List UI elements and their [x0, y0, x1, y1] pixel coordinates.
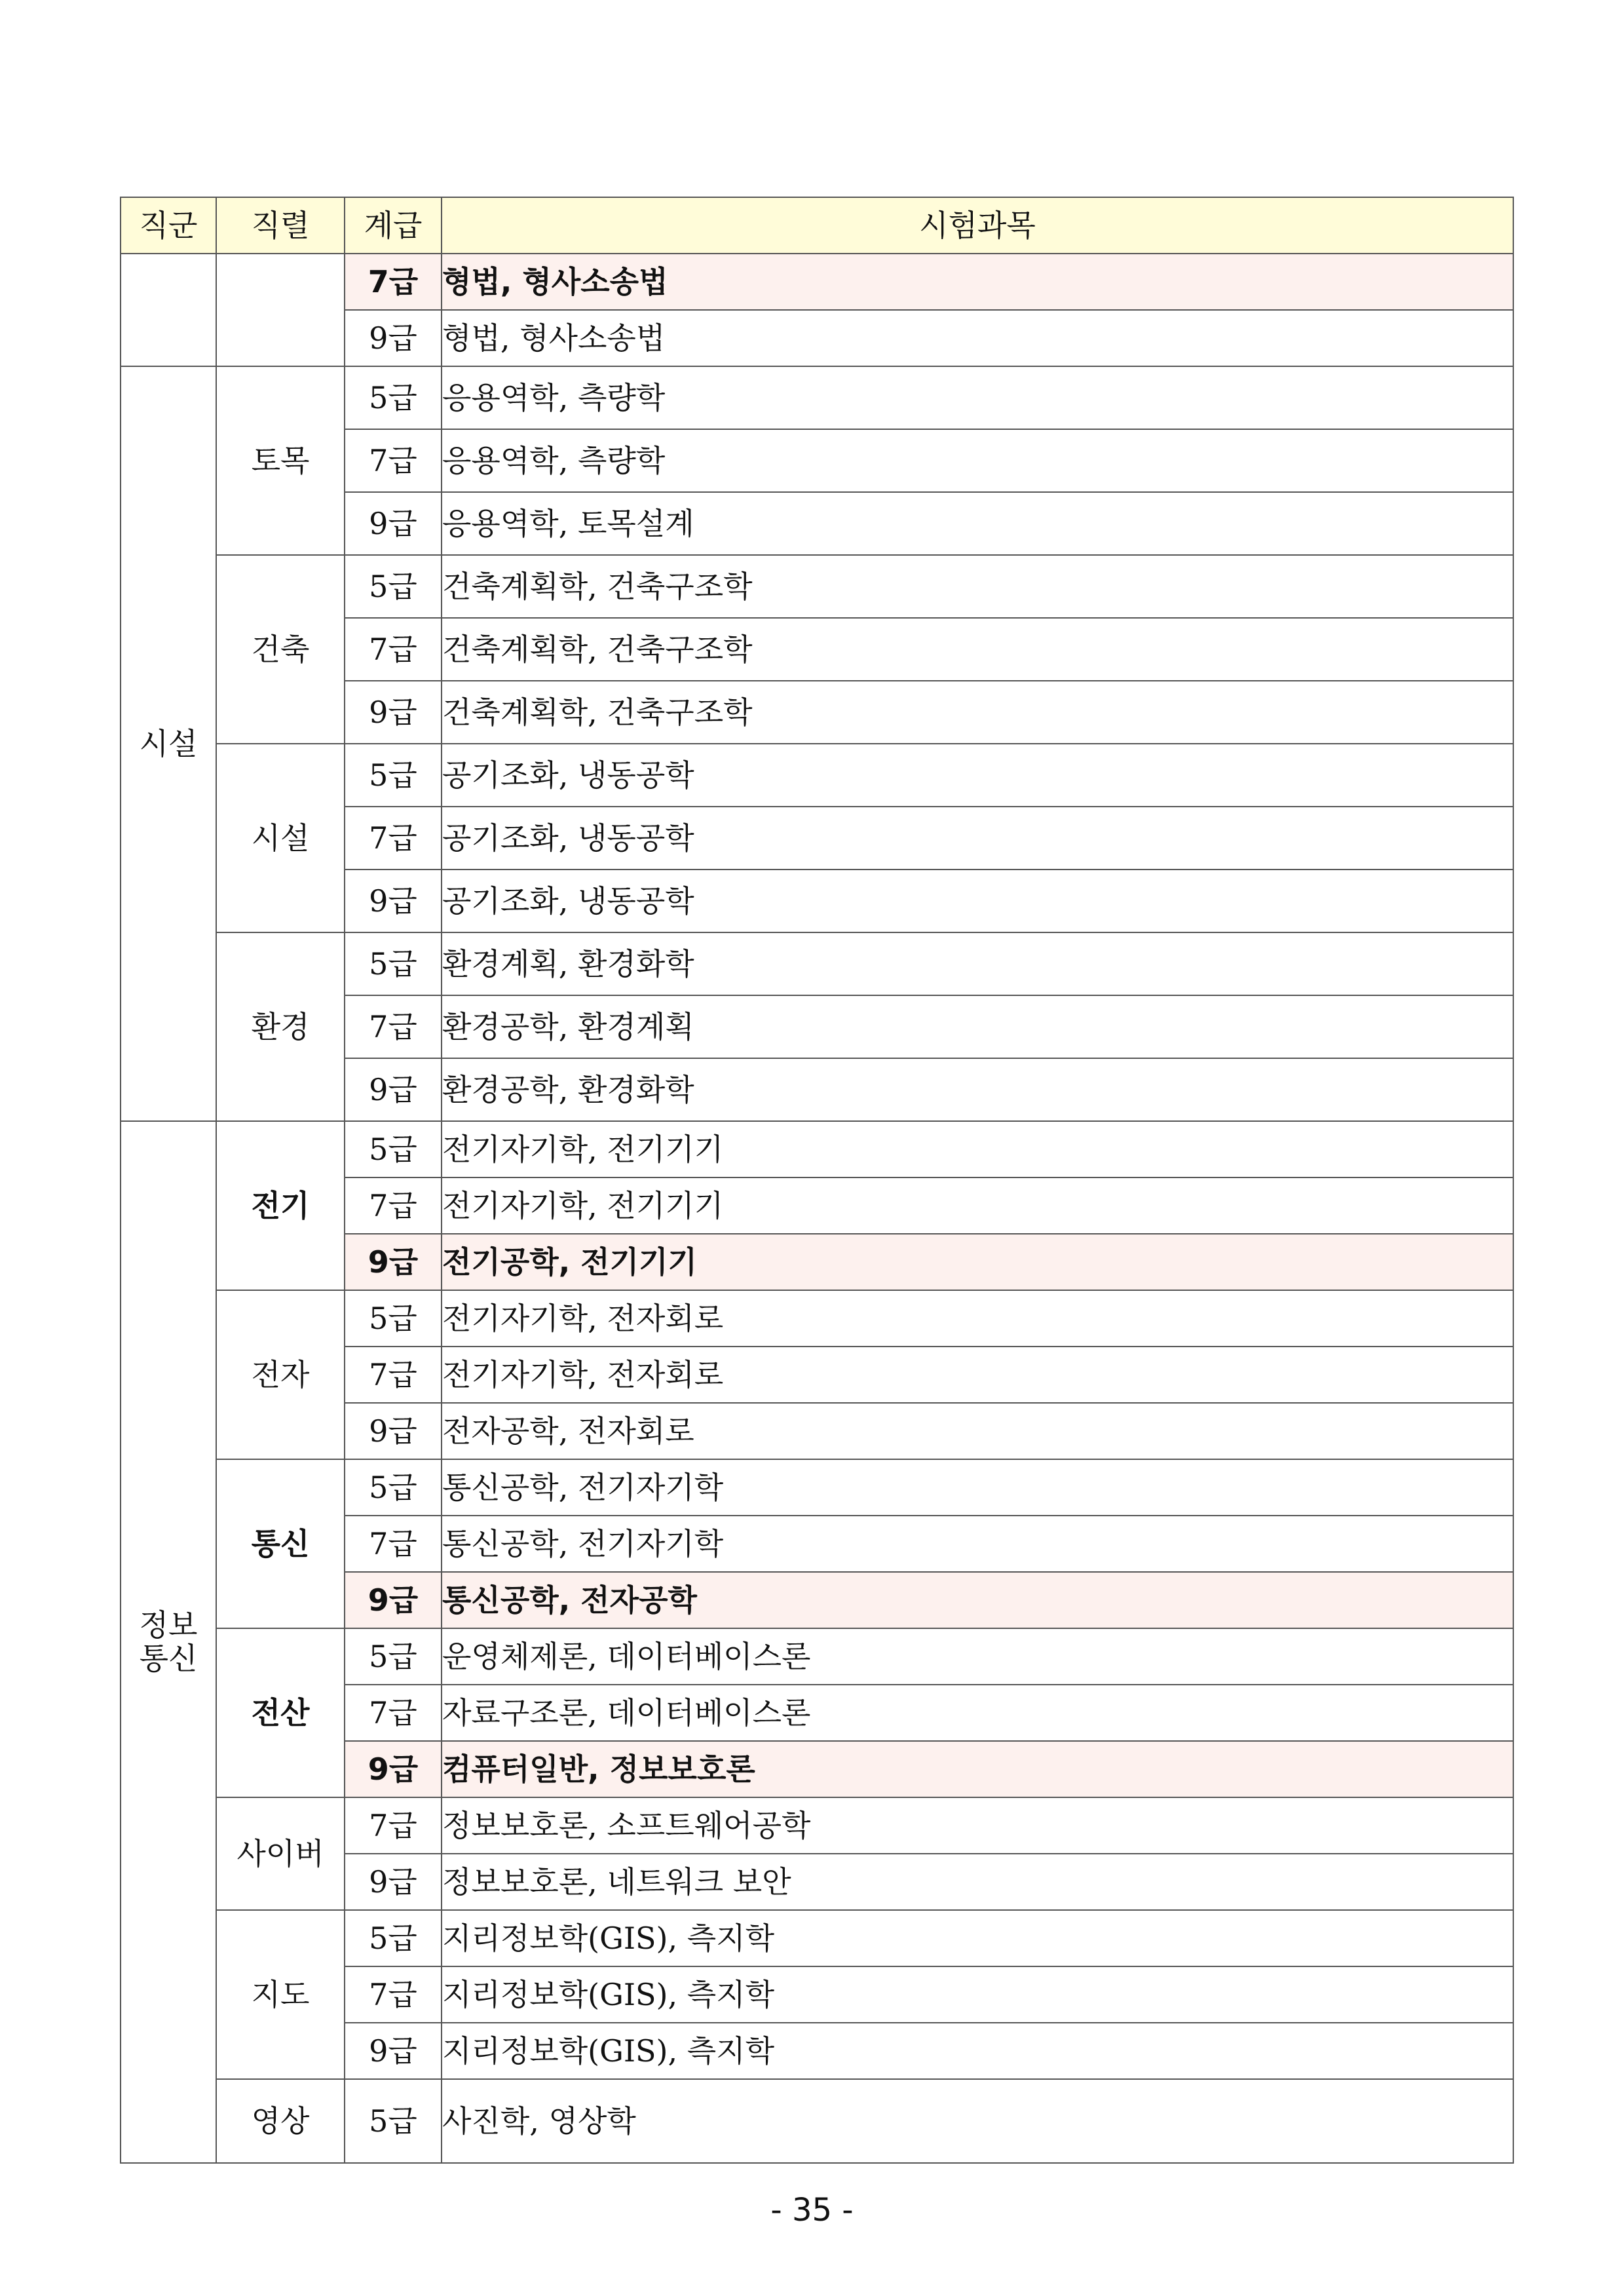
grade-cell: 7급	[345, 1347, 442, 1403]
grade-cell: 9급	[345, 1854, 442, 1910]
job-group-cell: 정보 통신	[121, 1121, 216, 2163]
grade-cell: 9급	[345, 1234, 442, 1290]
subjects-cell: 통신공학, 전자공학	[442, 1572, 1513, 1628]
subjects-cell: 지리정보학(GIS), 측지학	[442, 1910, 1513, 1966]
table-row	[121, 1797, 1513, 1854]
table-row	[121, 744, 1513, 807]
subjects-cell: 전기자기학, 전자회로	[442, 1290, 1513, 1347]
job-series-cell: 지도	[216, 1910, 345, 2079]
header-job-series: 직렬	[216, 197, 345, 254]
exam-subjects-table	[120, 197, 1514, 2164]
grade-cell: 7급	[345, 1685, 442, 1741]
job-series-cell: 건축	[216, 555, 345, 744]
page-number: - 35 -	[770, 2192, 854, 2229]
subjects-cell: 형법, 형사소송법	[442, 254, 1513, 310]
subjects-cell: 건축계획학, 건축구조학	[442, 555, 1513, 618]
grade-cell: 5급	[345, 1628, 442, 1685]
grade-cell: 7급	[345, 254, 442, 310]
table-row	[121, 2079, 1513, 2163]
grade-cell: 9급	[345, 1058, 442, 1121]
subjects-cell: 지리정보학(GIS), 측지학	[442, 1966, 1513, 2023]
table-header-row	[121, 197, 1513, 254]
subjects-cell: 형법, 형사소송법	[442, 310, 1513, 366]
job-series-cell	[216, 254, 345, 366]
grade-cell: 9급	[345, 681, 442, 744]
grade-cell: 5급	[345, 1290, 442, 1347]
grade-cell: 7급	[345, 1966, 442, 2023]
table-row	[121, 254, 1513, 310]
grade-cell: 9급	[345, 310, 442, 366]
table-row	[121, 932, 1513, 995]
grade-cell: 9급	[345, 492, 442, 555]
subjects-cell: 정보보호론, 네트워크 보안	[442, 1854, 1513, 1910]
subjects-cell: 환경공학, 환경화학	[442, 1058, 1513, 1121]
grade-cell: 5급	[345, 1459, 442, 1516]
job-series-cell: 환경	[216, 932, 345, 1121]
subjects-cell: 전기자기학, 전기기기	[442, 1177, 1513, 1234]
grade-cell: 7급	[345, 1177, 442, 1234]
table-row	[121, 1628, 1513, 1685]
grade-cell: 7급	[345, 1516, 442, 1572]
grade-cell: 7급	[345, 995, 442, 1058]
grade-cell: 5급	[345, 1910, 442, 1966]
grade-cell: 5급	[345, 744, 442, 807]
subjects-cell: 응용역학, 토목설계	[442, 492, 1513, 555]
subjects-cell: 건축계획학, 건축구조학	[442, 681, 1513, 744]
grade-cell: 5급	[345, 555, 442, 618]
subjects-cell: 정보보호론, 소프트웨어공학	[442, 1797, 1513, 1854]
subjects-cell: 사진학, 영상학	[442, 2079, 1513, 2163]
table-row	[121, 1121, 1513, 1177]
subjects-cell: 공기조화, 냉동공학	[442, 807, 1513, 870]
job-series-cell: 전자	[216, 1290, 345, 1459]
job-series-cell: 영상	[216, 2079, 345, 2163]
subjects-cell: 응용역학, 측량학	[442, 366, 1513, 429]
grade-cell: 5급	[345, 932, 442, 995]
header-grade: 계급	[345, 197, 442, 254]
job-series-cell: 통신	[216, 1459, 345, 1628]
job-series-cell: 사이버	[216, 1797, 345, 1910]
header-job-group: 직군	[121, 197, 216, 254]
job-group-cell: 시설	[121, 366, 216, 1121]
grade-cell: 7급	[345, 618, 442, 681]
table-row	[121, 1910, 1513, 1966]
job-series-cell: 전기	[216, 1121, 345, 1290]
grade-cell: 7급	[345, 429, 442, 492]
table-row	[121, 366, 1513, 429]
subjects-cell: 응용역학, 측량학	[442, 429, 1513, 492]
table-row	[121, 1459, 1513, 1516]
job-group-cell	[121, 254, 216, 366]
subjects-cell: 공기조화, 냉동공학	[442, 870, 1513, 932]
grade-cell: 9급	[345, 1741, 442, 1797]
grade-cell: 5급	[345, 366, 442, 429]
grade-cell: 9급	[345, 1572, 442, 1628]
subjects-cell: 통신공학, 전기자기학	[442, 1516, 1513, 1572]
grade-cell: 9급	[345, 1403, 442, 1459]
subjects-cell: 전기자기학, 전자회로	[442, 1347, 1513, 1403]
subjects-cell: 건축계획학, 건축구조학	[442, 618, 1513, 681]
subjects-cell: 지리정보학(GIS), 측지학	[442, 2023, 1513, 2079]
table-row	[121, 1290, 1513, 1347]
subjects-cell: 통신공학, 전기자기학	[442, 1459, 1513, 1516]
subjects-cell: 환경공학, 환경계획	[442, 995, 1513, 1058]
subjects-cell: 전자공학, 전자회로	[442, 1403, 1513, 1459]
job-series-cell: 토목	[216, 366, 345, 555]
grade-cell: 5급	[345, 1121, 442, 1177]
grade-cell: 9급	[345, 870, 442, 932]
grade-cell: 5급	[345, 2079, 442, 2163]
job-series-cell: 전산	[216, 1628, 345, 1797]
subjects-cell: 전기자기학, 전기기기	[442, 1121, 1513, 1177]
grade-cell: 7급	[345, 807, 442, 870]
subjects-cell: 자료구조론, 데이터베이스론	[442, 1685, 1513, 1741]
header-exam-subjects: 시험과목	[442, 197, 1513, 254]
job-series-cell: 시설	[216, 744, 345, 932]
grade-cell: 7급	[345, 1797, 442, 1854]
subjects-cell: 공기조화, 냉동공학	[442, 744, 1513, 807]
subjects-cell: 환경계획, 환경화학	[442, 932, 1513, 995]
grade-cell: 9급	[345, 2023, 442, 2079]
subjects-cell: 전기공학, 전기기기	[442, 1234, 1513, 1290]
subjects-cell: 컴퓨터일반, 정보보호론	[442, 1741, 1513, 1797]
table-row	[121, 555, 1513, 618]
subjects-cell: 운영체제론, 데이터베이스론	[442, 1628, 1513, 1685]
